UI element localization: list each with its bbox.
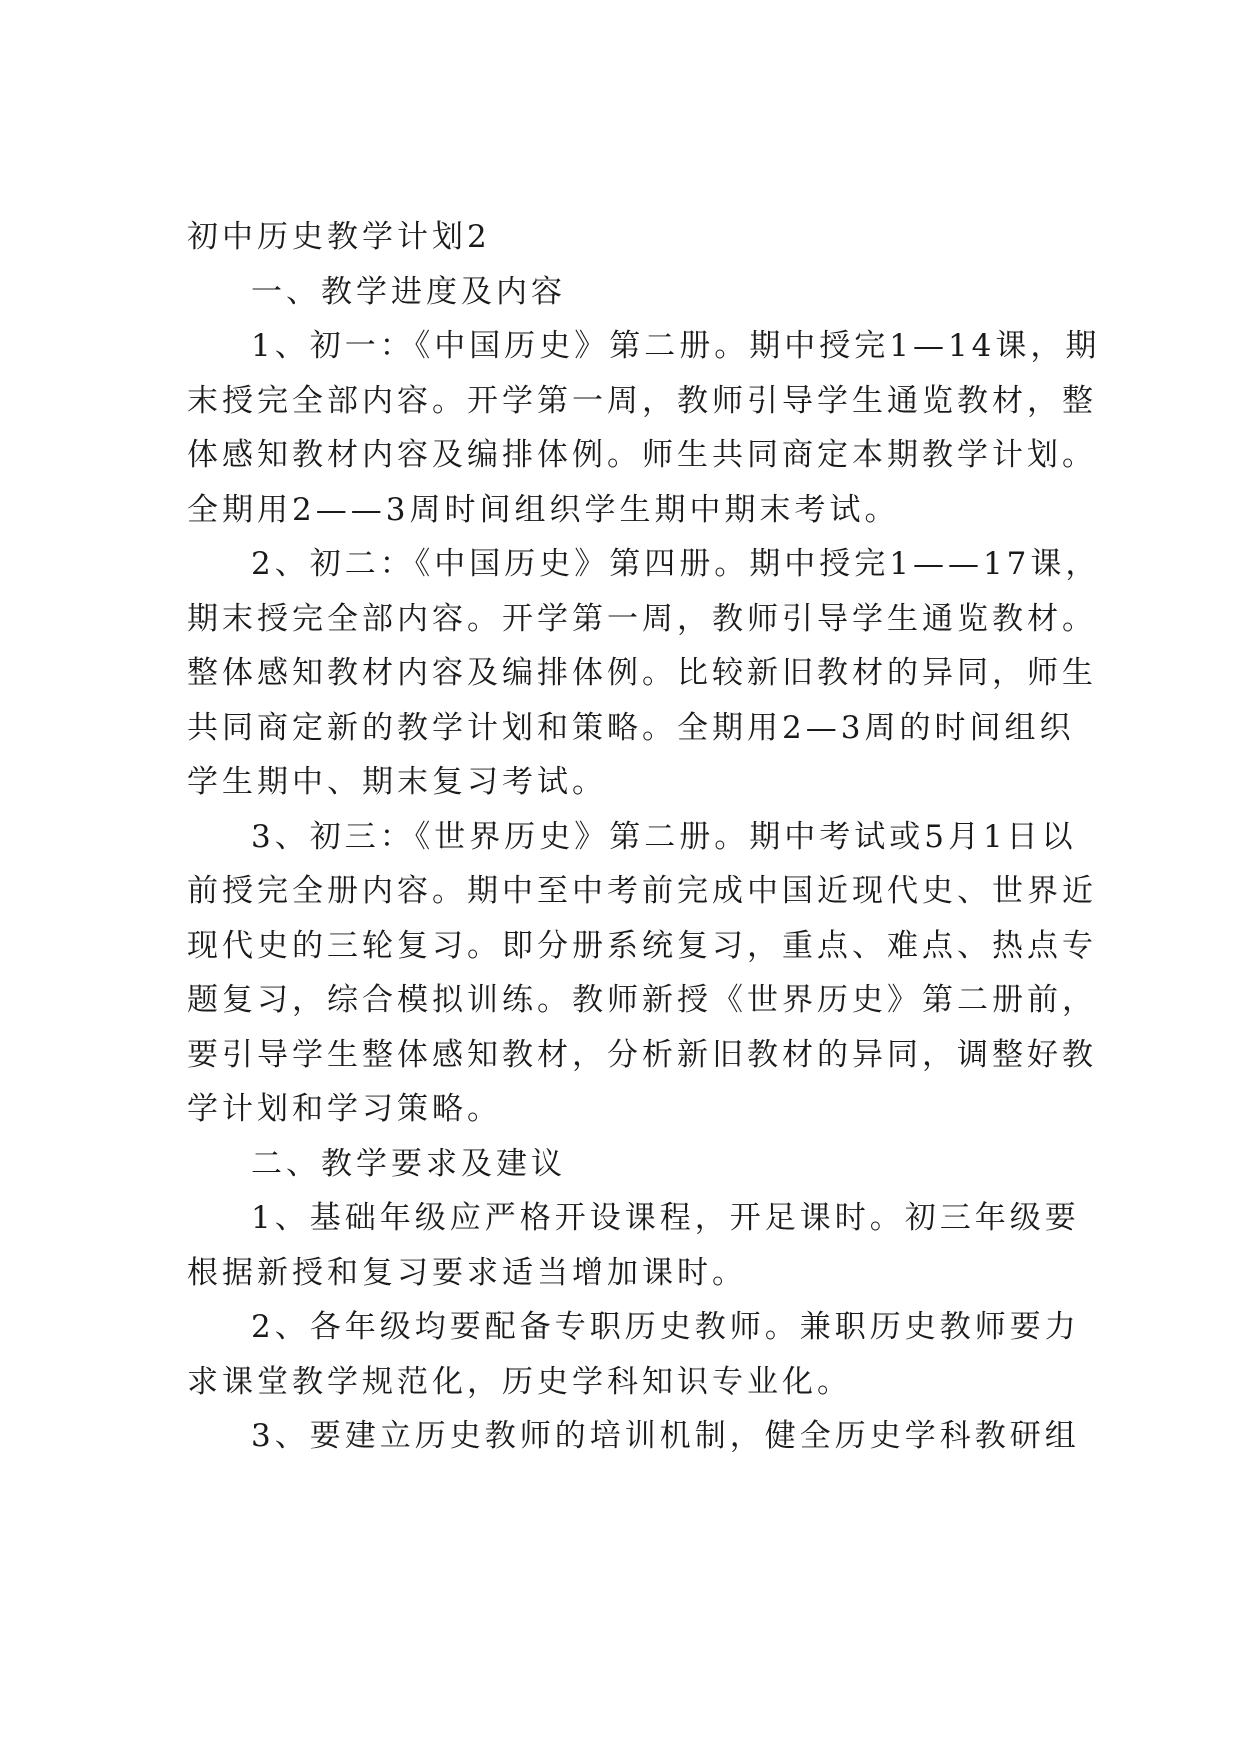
text-line: 题复习，综合模拟训练。教师新授《世界历史》第二册前， [187,982,1097,1018]
text-line: 学生期中、期末复习考试。 [187,764,607,800]
text-line: 要引导学生整体感知教材，分析新旧教材的异同，调整好教 [187,1036,1097,1073]
text-line: 末授完全部内容。开学第一周，教师引导学生通览教材，整 [187,382,1097,419]
text-line: 3、要建立历史教师的培训机制，健全历史学科教研组 [251,1418,1080,1454]
text-line: 整体感知教材内容及编排体例。比较新旧教材的异同，师生 [187,655,1097,691]
text-line: 1、基础年级应严格开设课程，开足课时。初三年级要 [251,1200,1080,1236]
text-line: 全期用2——3周时间组织学生期中期末考试。 [187,491,900,528]
text-line: 前授完全册内容。期中至中考前完成中国近现代史、世界近 [187,873,1097,909]
document-lines [187,265,1101,1464]
text-line: 一、教学进度及内容 [251,273,566,310]
text-line: 3、初三：《世界历史》第二册。期中考试或5月1日以 [251,818,1077,855]
document-body [187,210,1101,1464]
text-line: 体感知教材内容及编排体例。师生共同商定本期教学计划。 [187,437,1097,473]
text-line: 学计划和学习策略。 [187,1091,502,1127]
text-line: 共同商定新的教学计划和策略。全期用2—3周的时间组织 [187,709,1075,746]
text-line: 1、初一：《中国历史》第二册。期中授完1—14课，期 [251,328,1101,364]
text-line: 求课堂教学规范化，历史学科知识专业化。 [187,1363,852,1400]
text-line: 期末授完全部内容。开学第一周，教师引导学生通览教材。 [187,600,1097,637]
text-line: 根据新授和复习要求适当增加课时。 [187,1254,747,1291]
text-line: 2、初二：《中国历史》第四册。期中授完1——17课， [251,546,1101,582]
text-line: 二、教学要求及建议 [251,1145,566,1182]
document-title: 初中历史教学计划2 [187,219,491,255]
text-line: 2、各年级均要配备专职历史教师。兼职历史教师要力 [251,1309,1080,1345]
text-line: 现代史的三轮复习。即分册系统复习，重点、难点、热点专 [187,927,1097,964]
